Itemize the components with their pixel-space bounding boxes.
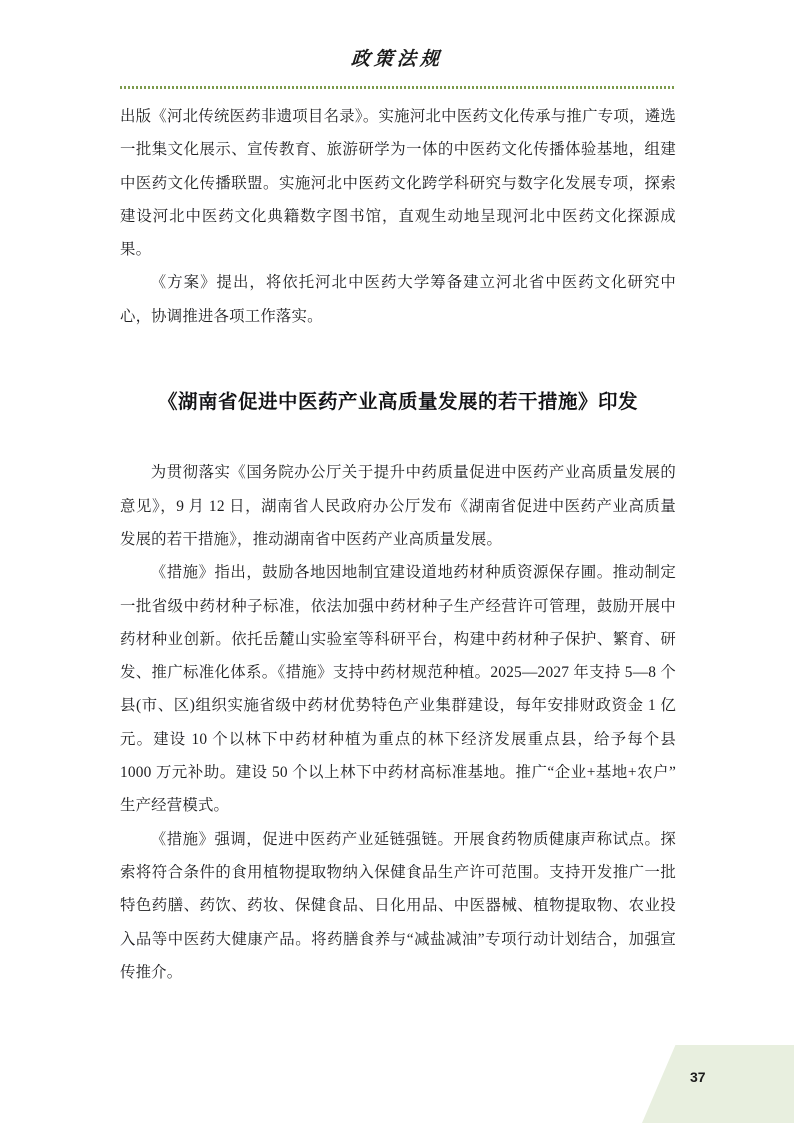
- page-number-value: 37: [690, 1069, 706, 1085]
- paragraph-section-measures-chain: 《措施》强调，促进中医药产业延链强链。开展食药物质健康声称试点。探索将符合条件的食用植物提取物纳入保健食品生产许可范围。支持开发推广一批特色药膳、药饮、药妆、保健食品、日化用品、中医器械、植物提取物、农业投入品等中医药大健康产品。将药膳食养与“减盐减油”专项行动计划结合，加强宣传推介。: [120, 830, 676, 981]
- document-body: [120, 100, 676, 989]
- page-number: [642, 1045, 794, 1123]
- running-header-title: 政策法规: [350, 49, 444, 70]
- section-heading: 《湖南省促进中医药产业高质量发展的若干措施》印发: [157, 391, 638, 414]
- paragraph-section-measures-seed: 《措施》指出，鼓励各地因地制宜建设道地药材种质资源保存圃。推动制定一批省级中药材种子标准，依法加强中药材种子生产经营许可管理，鼓励开展中药材种业创新。依托岳麓山实验室等科研平台，构建中药材种子保护、繁育、研发、推广标准化体系。《措施》支持中药材规范种植。2025—2027 年支持 5—8 个县(市、区)组织实施省级中药材优势特色产业集群建设，每年安排财政资金 1 亿元。建设 10 个以林下中药材种植为重点的林下经济发展重点县，给予每个县 1000 万元补助。建设 50 个以上林下中药材高标准基地。推广“企业+基地+农户”生产经营模式。: [120, 564, 676, 815]
- header-divider-rule: [120, 86, 674, 89]
- paragraph-plan-statement: 《方案》提出，将依托河北中医药大学筹备建立河北省中医药文化研究中心，协调推进各项工作落实。: [120, 274, 676, 325]
- section-spacer: [120, 333, 676, 389]
- paragraph-section-intro: 为贯彻落实《国务院办公厅关于提升中药质量促进中医药产业高质量发展的意见》，9 月 12 日，湖南省人民政府办公厅发布《湖南省促进中医药产业高质量发展的若干措施》，推动湖南省中医药产业高质量发展。: [120, 464, 676, 548]
- heading-spacer: [120, 416, 676, 456]
- running-header: [120, 50, 674, 71]
- paragraph-continuation: 出版《河北传统医药非遗项目名录》。实施河北中医药文化传承与推广专项，遴选一批集文化展示、宣传教育、旅游研学为一体的中医药文化传播体验基地，组建中医药文化传播联盟。实施河北中医药文化跨学科研究与数字化发展专项，探索建设河北中医药文化典籍数字图书馆，直观生动地呈现河北中医药文化探源成果。: [120, 108, 676, 259]
